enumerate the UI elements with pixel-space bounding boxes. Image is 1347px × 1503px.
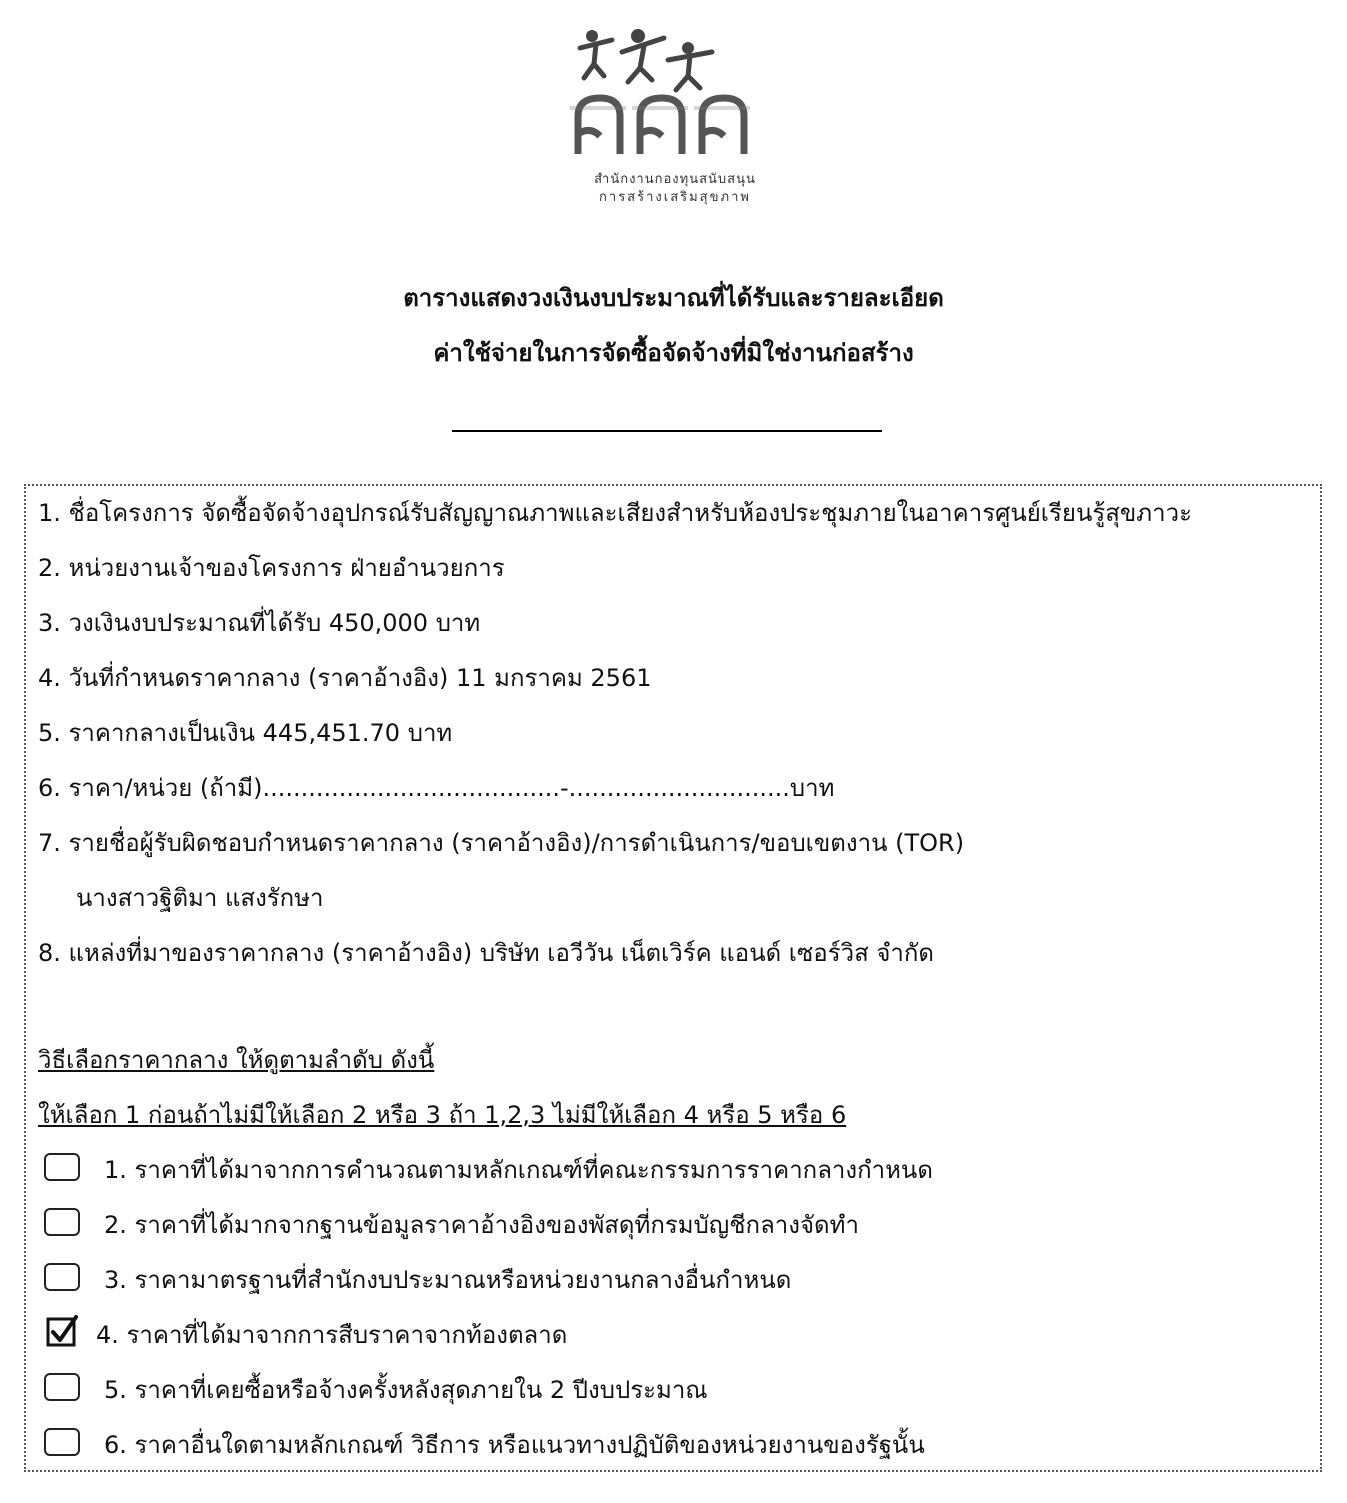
checkbox-unchecked-icon[interactable] xyxy=(44,1208,80,1236)
item-unit-price: 6. ราคา/หน่วย (ถ้ามี).......................................-.............................บาท xyxy=(38,774,835,802)
checkbox-unchecked-icon[interactable] xyxy=(44,1373,80,1401)
option-label: 3. ราคามาตรฐานที่สำนักงบประมาณหรือหน่วยงานกลางอื่นกำหนด xyxy=(104,1266,792,1294)
option-label: 5. ราคาที่เคยซื้อหรือจ้างครั้งหลังสุดภายใน 2 ปีงบประมาณ xyxy=(104,1376,708,1404)
thaihealth-logo xyxy=(560,26,790,206)
option-label: 6. ราคาอื่นใดตามหลักเกณฑ์ วิธีการ หรือแนวทางปฏิบัติของหน่วยงานของรัฐนั้น xyxy=(104,1431,925,1459)
thaihealth-logo-icon xyxy=(560,26,790,166)
item-responsible-person: นางสาวฐิติมา แสงรักษา xyxy=(76,884,324,912)
option-label: 1. ราคาที่ได้มาจากการคำนวณตามหลักเกณฑ์ที่คณะกรรมการราคากลางกำหนด xyxy=(104,1156,933,1184)
page-title-line2: ค่าใช้จ่ายในการจัดซื้อจัดจ้างที่มิใช่งานก่อสร้าง xyxy=(433,339,914,367)
option-6[interactable] xyxy=(42,1425,1242,1465)
checkbox-unchecked-icon[interactable] xyxy=(44,1153,80,1181)
item-median-price: 5. ราคากลางเป็นเงิน 445,451.70 บาท xyxy=(38,719,453,747)
option-2[interactable] xyxy=(42,1205,1242,1245)
item-price-source: 8. แหล่งที่มาของราคากลาง (ราคาอ้างอิง) บริษัท เอวีวัน เน็ตเวิร์ค แอนด์ เซอร์วิส จำกัด xyxy=(38,939,935,967)
method-instruction: ให้เลือก 1 ก่อนถ้าไม่มีให้เลือก 2 หรือ 3 ถ้า 1,2,3 ไม่มีให้เลือก 4 หรือ 5 หรือ 6 xyxy=(38,1101,847,1129)
item-reference-date: 4. วันที่กำหนดราคากลาง (ราคาอ้างอิง) 11 มกราคม 2561 xyxy=(38,664,652,692)
option-5[interactable] xyxy=(42,1370,1242,1410)
page-title-line1: ตารางแสดงวงเงินงบประมาณที่ได้รับและรายละเอียด xyxy=(403,284,944,312)
option-label: 2. ราคาที่ได้มากจากฐานข้อมูลราคาอ้างอิงของพัสดุที่กรมบัญชีกลางจัดทำ xyxy=(104,1211,859,1239)
checkbox-unchecked-icon[interactable] xyxy=(44,1263,80,1291)
item-owner-unit: 2. หน่วยงานเจ้าของโครงการ ฝ่ายอำนวยการ xyxy=(38,554,505,582)
option-1[interactable] xyxy=(42,1150,1242,1190)
method-heading: วิธีเลือกราคากลาง ให้ดูตามลำดับ ดังนี้ xyxy=(38,1046,435,1074)
option-4[interactable] xyxy=(42,1315,1242,1355)
item-project-name: 1. ชื่อโครงการ จัดซื้อจัดจ้างอุปกรณ์รับสัญญาณภาพและเสียงสำหรับห้องประชุมภายในอาคารศูนย์เรียนรู้สุขภาวะ xyxy=(38,499,1192,527)
logo-caption-line2: การสร้างเสริมสุขภาพ xyxy=(599,190,751,205)
logo-caption-line1: สำนักงานกองทุนสนับสนุน xyxy=(594,172,756,187)
checkbox-checked-icon[interactable] xyxy=(46,1315,78,1347)
item-budget: 3. วงเงินงบประมาณที่ได้รับ 450,000 บาท xyxy=(38,609,481,637)
item-responsible-heading: 7. รายชื่อผู้รับผิดชอบกำหนดราคากลาง (ราคาอ้างอิง)/การดำเนินการ/ขอบเขตงาน (TOR) xyxy=(38,829,965,857)
option-label: 4. ราคาที่ได้มาจากการสืบราคาจากท้องตลาด xyxy=(96,1321,568,1349)
checkbox-unchecked-icon[interactable] xyxy=(44,1428,80,1456)
option-3[interactable] xyxy=(42,1260,1242,1300)
title-divider xyxy=(452,430,882,432)
